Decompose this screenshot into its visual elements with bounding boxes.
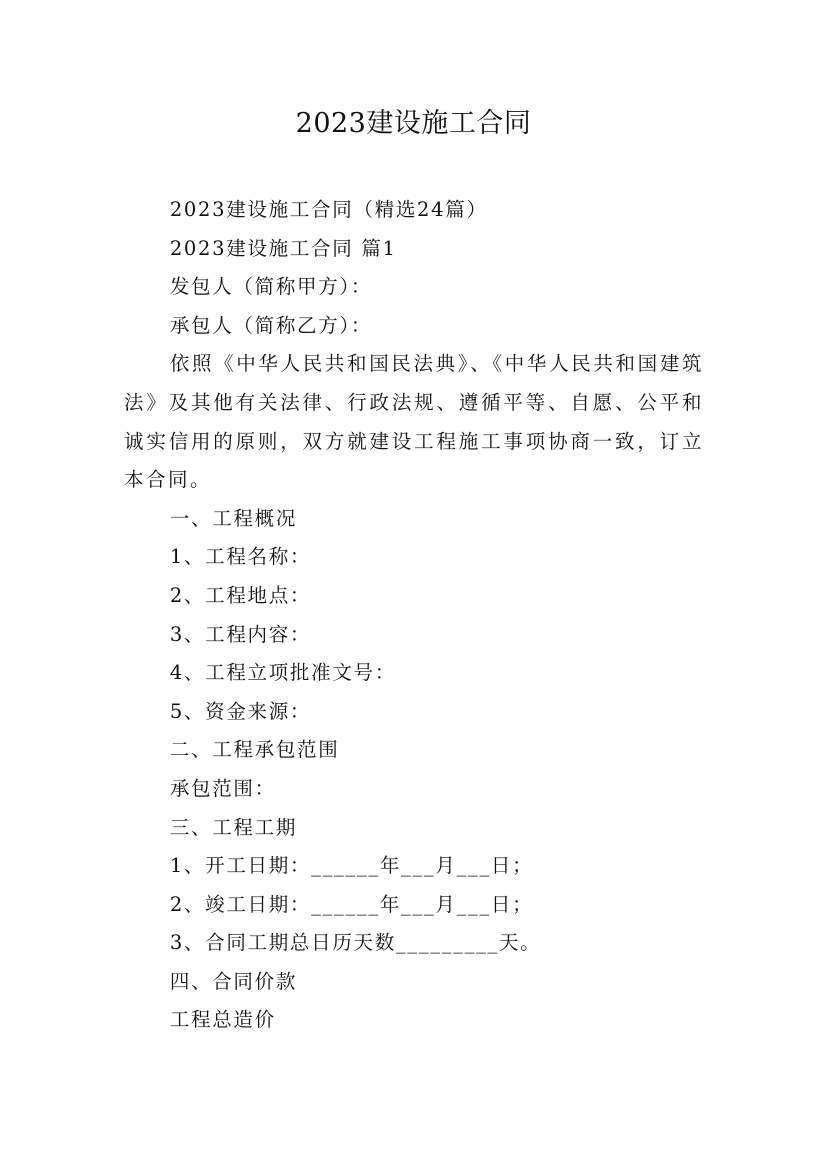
clause-item: 5、资金来源： — [169, 699, 312, 723]
clause-item: 3、合同工期总日历天数_________天。 — [169, 931, 542, 955]
clause-heading: 一、工程概况 — [169, 506, 298, 530]
clause-item: 1、工程名称： — [169, 545, 312, 569]
preamble-paragraph: 依照《中华人民共和国民法典》、《中华人民共和国建筑法》及其他有关法律、行政法规、遵循平等、自愿、公平和诚实信用的原则，双方就建设工程施工事项协商一致，订立本合同。 — [124, 352, 704, 492]
subtitle-paragraph: 2023建设施工合同（精选24篇） — [169, 198, 488, 221]
clause-item: 4、工程立项批准文号： — [169, 661, 396, 685]
clause-item: 3、工程内容： — [169, 622, 312, 646]
clause-item: 2、工程地点： — [169, 583, 312, 607]
document-body — [124, 191, 704, 1040]
document-title: 2023建设施工合同 — [295, 108, 532, 139]
clause-item: 2、竣工日期：______年___月___日； — [169, 892, 534, 916]
clause-heading: 二、工程承包范围 — [169, 738, 340, 762]
clause-heading: 三、工程工期 — [169, 815, 298, 839]
contractor-line: 承包人（简称乙方）： — [169, 313, 373, 337]
clause-item: 工程总造价 — [169, 1008, 276, 1032]
clause-item: 1、开工日期：______年___月___日； — [169, 854, 534, 878]
section-heading: 2023建设施工合同 篇1 — [169, 236, 397, 260]
clause-item: 承包范围： — [169, 776, 276, 800]
employer-line: 发包人（简称甲方）： — [169, 275, 373, 299]
clause-heading: 四、合同价款 — [169, 969, 298, 993]
